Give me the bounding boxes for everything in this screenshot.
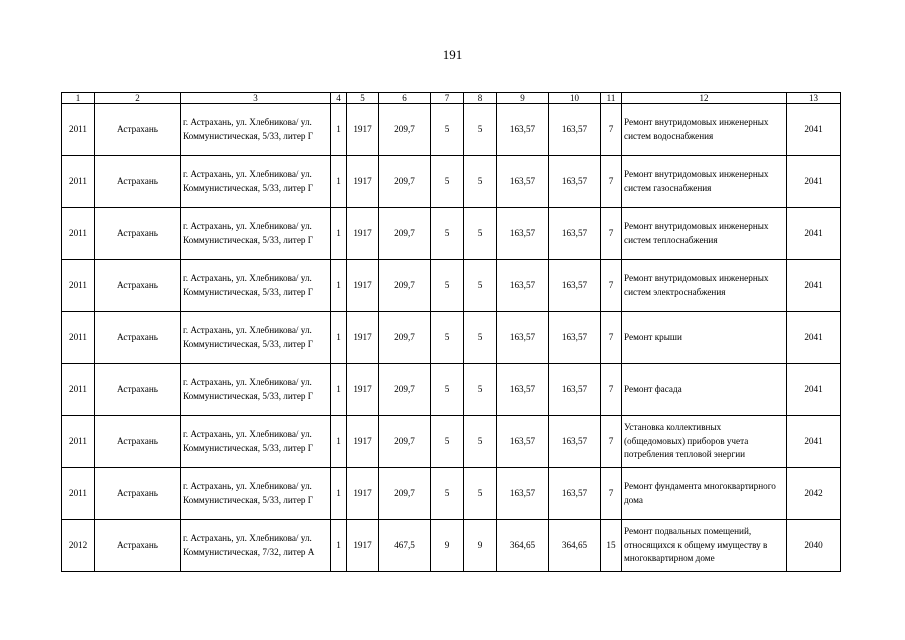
apartments-cell: 5 [431, 468, 464, 520]
buildings-count-cell: 1 [331, 468, 347, 520]
work-type-cell: Ремонт фасада [622, 364, 787, 416]
living-area-cell: 163,57 [497, 208, 549, 260]
year-cell: 2011 [62, 104, 95, 156]
city-cell: Астрахань [95, 364, 181, 416]
residential-apartments-cell: 5 [464, 312, 497, 364]
total-area-cell: 209,7 [379, 312, 431, 364]
table-row [62, 416, 841, 468]
construction-year-cell: 1917 [347, 416, 379, 468]
construction-year-cell: 1917 [347, 364, 379, 416]
column-number: 8 [464, 93, 497, 104]
living-area-cell: 163,57 [497, 312, 549, 364]
page-number: 191 [442, 47, 463, 62]
work-type-cell: Ремонт фундамента многоквартирного дома [622, 468, 787, 520]
construction-year-cell: 1917 [347, 312, 379, 364]
work-type-cell: Ремонт внутридомовых инженерных систем электроснабжения [622, 260, 787, 312]
living-area-cell: 163,57 [497, 416, 549, 468]
column-number: 12 [622, 93, 787, 104]
column-number: 4 [331, 93, 347, 104]
buildings-count-cell: 1 [331, 364, 347, 416]
address-cell: г. Астрахань, ул. Хлебникова/ ул. Коммунистическая, 5/33, литер Г [181, 312, 331, 364]
total-area-cell: 209,7 [379, 156, 431, 208]
column-number: 13 [787, 93, 841, 104]
column-number: 10 [549, 93, 601, 104]
owned-area-cell: 163,57 [549, 468, 601, 520]
register-table [61, 92, 841, 572]
buildings-count-cell: 1 [331, 312, 347, 364]
construction-year-cell: 1917 [347, 104, 379, 156]
table-row [62, 468, 841, 520]
table-row [62, 312, 841, 364]
construction-year-cell: 1917 [347, 156, 379, 208]
year-cell: 2011 [62, 156, 95, 208]
total-area-cell: 467,5 [379, 520, 431, 572]
work-type-cell: Ремонт крыши [622, 312, 787, 364]
owned-area-cell: 364,65 [549, 520, 601, 572]
column-number: 5 [347, 93, 379, 104]
apartments-cell: 5 [431, 312, 464, 364]
residents-cell: 7 [601, 468, 622, 520]
planned-year-cell: 2041 [787, 312, 841, 364]
residents-cell: 7 [601, 416, 622, 468]
residents-cell: 7 [601, 312, 622, 364]
table-row [62, 104, 841, 156]
work-type-cell: Установка коллективных (общедомовых) приборов учета потребления тепловой энергии [622, 416, 787, 468]
total-area-cell: 209,7 [379, 260, 431, 312]
owned-area-cell: 163,57 [549, 208, 601, 260]
living-area-cell: 163,57 [497, 468, 549, 520]
buildings-count-cell: 1 [331, 260, 347, 312]
buildings-count-cell: 1 [331, 156, 347, 208]
column-number: 7 [431, 93, 464, 104]
year-cell: 2011 [62, 312, 95, 364]
city-cell: Астрахань [95, 156, 181, 208]
owned-area-cell: 163,57 [549, 364, 601, 416]
table-row [62, 208, 841, 260]
apartments-cell: 5 [431, 104, 464, 156]
residents-cell: 7 [601, 260, 622, 312]
living-area-cell: 163,57 [497, 104, 549, 156]
total-area-cell: 209,7 [379, 208, 431, 260]
city-cell: Астрахань [95, 208, 181, 260]
year-cell: 2011 [62, 416, 95, 468]
column-number: 2 [95, 93, 181, 104]
planned-year-cell: 2041 [787, 208, 841, 260]
column-number: 11 [601, 93, 622, 104]
year-cell: 2011 [62, 364, 95, 416]
work-type-cell: Ремонт внутридомовых инженерных систем газоснабжения [622, 156, 787, 208]
header-row [62, 93, 841, 104]
apartments-cell: 5 [431, 364, 464, 416]
year-cell: 2012 [62, 520, 95, 572]
planned-year-cell: 2041 [787, 104, 841, 156]
column-number: 3 [181, 93, 331, 104]
table-row [62, 156, 841, 208]
residents-cell: 7 [601, 208, 622, 260]
city-cell: Астрахань [95, 260, 181, 312]
city-cell: Астрахань [95, 416, 181, 468]
residential-apartments-cell: 5 [464, 156, 497, 208]
apartments-cell: 9 [431, 520, 464, 572]
residential-apartments-cell: 5 [464, 416, 497, 468]
buildings-count-cell: 1 [331, 208, 347, 260]
planned-year-cell: 2041 [787, 364, 841, 416]
construction-year-cell: 1917 [347, 520, 379, 572]
planned-year-cell: 2041 [787, 416, 841, 468]
year-cell: 2011 [62, 468, 95, 520]
city-cell: Астрахань [95, 468, 181, 520]
year-cell: 2011 [62, 208, 95, 260]
table-row [62, 520, 841, 572]
planned-year-cell: 2041 [787, 156, 841, 208]
total-area-cell: 209,7 [379, 104, 431, 156]
residential-apartments-cell: 5 [464, 468, 497, 520]
table-body [62, 104, 841, 572]
apartments-cell: 5 [431, 416, 464, 468]
column-number: 1 [62, 93, 95, 104]
address-cell: г. Астрахань, ул. Хлебникова/ ул. Коммунистическая, 5/33, литер Г [181, 260, 331, 312]
column-number: 9 [497, 93, 549, 104]
owned-area-cell: 163,57 [549, 416, 601, 468]
living-area-cell: 364,65 [497, 520, 549, 572]
owned-area-cell: 163,57 [549, 104, 601, 156]
address-cell: г. Астрахань, ул. Хлебникова/ ул. Коммунистическая, 5/33, литер Г [181, 156, 331, 208]
buildings-count-cell: 1 [331, 416, 347, 468]
residents-cell: 7 [601, 156, 622, 208]
living-area-cell: 163,57 [497, 156, 549, 208]
table-row [62, 364, 841, 416]
column-number: 6 [379, 93, 431, 104]
total-area-cell: 209,7 [379, 468, 431, 520]
address-cell: г. Астрахань, ул. Хлебникова/ ул. Коммунистическая, 7/32, литер А [181, 520, 331, 572]
construction-year-cell: 1917 [347, 208, 379, 260]
work-type-cell: Ремонт подвальных помещений, относящихся к общему имуществу в многоквартирном доме [622, 520, 787, 572]
living-area-cell: 163,57 [497, 364, 549, 416]
planned-year-cell: 2042 [787, 468, 841, 520]
work-type-cell: Ремонт внутридомовых инженерных систем водоснабжения [622, 104, 787, 156]
total-area-cell: 209,7 [379, 416, 431, 468]
planned-year-cell: 2041 [787, 260, 841, 312]
apartments-cell: 5 [431, 156, 464, 208]
residential-apartments-cell: 5 [464, 364, 497, 416]
residents-cell: 7 [601, 364, 622, 416]
construction-year-cell: 1917 [347, 260, 379, 312]
residential-apartments-cell: 5 [464, 208, 497, 260]
total-area-cell: 209,7 [379, 364, 431, 416]
owned-area-cell: 163,57 [549, 260, 601, 312]
table-row [62, 260, 841, 312]
owned-area-cell: 163,57 [549, 156, 601, 208]
construction-year-cell: 1917 [347, 468, 379, 520]
address-cell: г. Астрахань, ул. Хлебникова/ ул. Коммунистическая, 5/33, литер Г [181, 416, 331, 468]
table-header [62, 93, 841, 104]
apartments-cell: 5 [431, 260, 464, 312]
residents-cell: 15 [601, 520, 622, 572]
residents-cell: 7 [601, 104, 622, 156]
year-cell: 2011 [62, 260, 95, 312]
address-cell: г. Астрахань, ул. Хлебникова/ ул. Коммунистическая, 5/33, литер Г [181, 104, 331, 156]
work-type-cell: Ремонт внутридомовых инженерных систем теплоснабжения [622, 208, 787, 260]
residential-apartments-cell: 9 [464, 520, 497, 572]
address-cell: г. Астрахань, ул. Хлебникова/ ул. Коммунистическая, 5/33, литер Г [181, 208, 331, 260]
living-area-cell: 163,57 [497, 260, 549, 312]
city-cell: Астрахань [95, 104, 181, 156]
address-cell: г. Астрахань, ул. Хлебникова/ ул. Коммунистическая, 5/33, литер Г [181, 468, 331, 520]
planned-year-cell: 2040 [787, 520, 841, 572]
buildings-count-cell: 1 [331, 520, 347, 572]
address-cell: г. Астрахань, ул. Хлебникова/ ул. Коммунистическая, 5/33, литер Г [181, 364, 331, 416]
owned-area-cell: 163,57 [549, 312, 601, 364]
buildings-count-cell: 1 [331, 104, 347, 156]
residential-apartments-cell: 5 [464, 260, 497, 312]
residential-apartments-cell: 5 [464, 104, 497, 156]
apartments-cell: 5 [431, 208, 464, 260]
city-cell: Астрахань [95, 520, 181, 572]
city-cell: Астрахань [95, 312, 181, 364]
